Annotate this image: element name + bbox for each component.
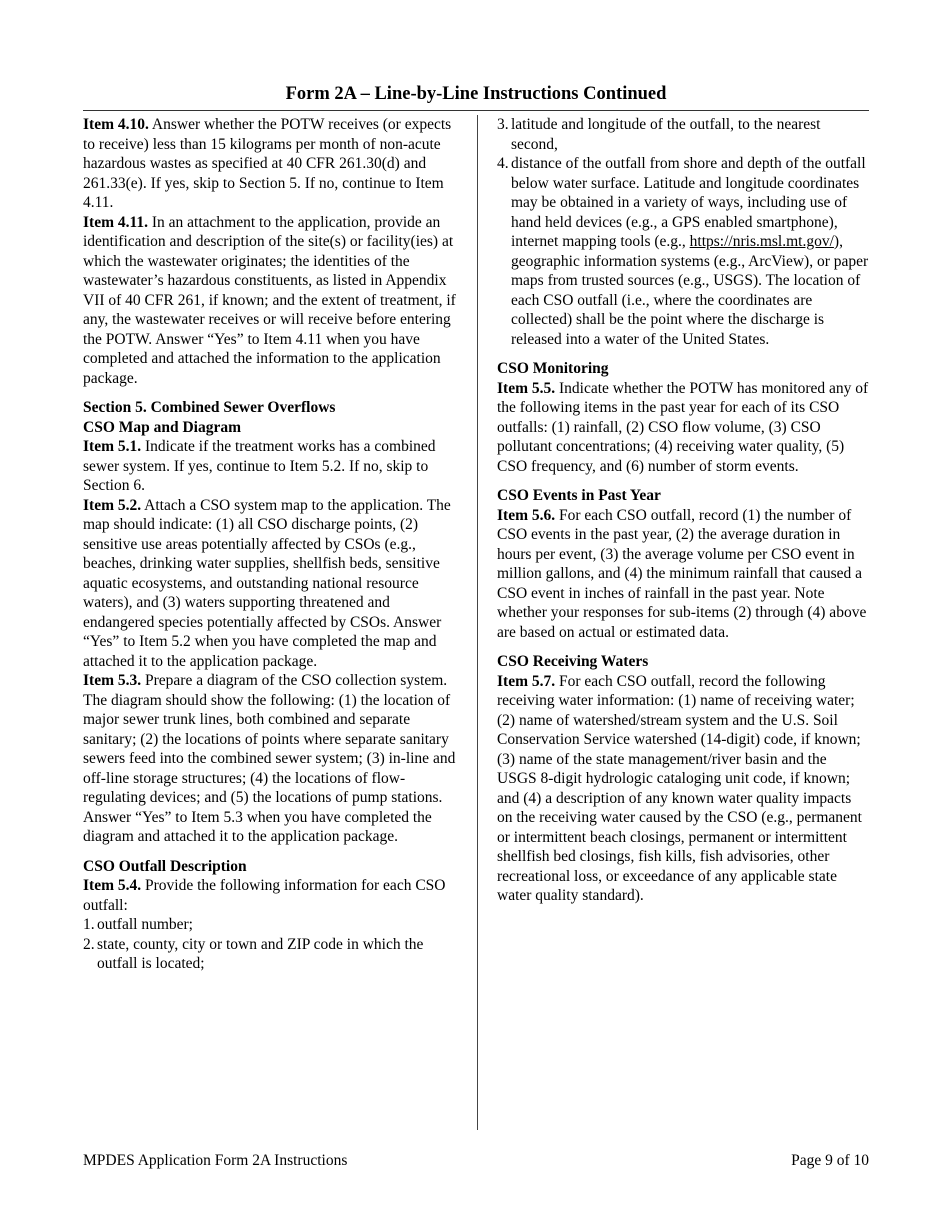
item-5-4-paragraph: [83, 876, 460, 915]
cso-monitoring-heading: CSO Monitoring: [497, 360, 609, 377]
footer-document-name: MPDES Application Form 2A Instructions: [83, 1152, 348, 1169]
item-5-6-text: For each CSO outfall, record (1) the number of CSO events in the past year, (2) the average duration in hours per event, (3) the average volume per CSO event in million gallons, and (4) the minimum rainfall that caused a CSO event in inches of rainfall in the past year. Note whether your responses for sub-items (2) through (4) above are based on actual or estimated data.: [497, 506, 867, 641]
item-5-3-paragraph: [83, 671, 460, 847]
list-text-4: [511, 154, 869, 349]
right-column: [478, 115, 869, 1130]
item-5-3-text: Prepare a diagram of the CSO collection system. The diagram should show the following: (1) the location of major sewer trunk lines, both combined and separate sanitary; (2) the locations of points where separate sanitary sewers feed into the combined sewer system; (3) in-line and off-line storage structures; (4) the locations of flow-regulating devices; and (5) the locations of pump stations. Answer “Yes” to Item 5.3 when you have completed the diagram and attached it to the application package.: [83, 672, 456, 845]
list-number-2: 2.: [83, 935, 95, 953]
cso-receiving-waters-heading: CSO Receiving Waters: [497, 653, 649, 670]
item-5-5-paragraph: [497, 379, 869, 477]
outfall-list-item-1: [83, 915, 460, 935]
footer-page-number: Page 9 of 10: [791, 1152, 869, 1169]
item-4-10-paragraph: [83, 115, 460, 213]
list-text-4-after: ), geographic information systems (e.g., ArcView), or paper maps from trusted sources (e.g., USGS). The location of each CSO outfall (i.e., where the coordinates are collected) shall be the point where the discharge is released into a water of the United States.: [511, 233, 869, 348]
list-text-1: outfall number;: [97, 916, 193, 933]
item-4-10-text: Answer whether the POTW receives (or expects to receive) less than 15 kilograms per month of non-acute hazardous wastes as specified at 40 CFR 261.30(d) and 261.33(e). If yes, skip to Section 5. If no, continue to Item 4.11.: [83, 116, 452, 211]
item-5-6-paragraph: [497, 506, 869, 643]
left-column: [83, 115, 460, 1130]
cso-outfall-description-heading: CSO Outfall Description: [83, 857, 247, 875]
nris-msl-link[interactable]: https://nris.msl.mt.gov/: [689, 233, 834, 250]
item-5-4-label: Item 5.4.: [83, 877, 142, 894]
list-text-3: latitude and longitude of the outfall, to the nearest second,: [511, 116, 821, 153]
item-5-4-text: Provide the following information for each CSO outfall:: [83, 877, 446, 914]
item-5-2-label: Item 5.2.: [83, 496, 142, 514]
list-number-4: 4.: [497, 155, 509, 172]
item-5-1-paragraph: [83, 437, 460, 496]
item-5-2-text: Attach a CSO system map to the application. The map should indicate: (1) all CSO discharge points, (2) sensitive use areas potentially affected by CSOs (e.g., beaches, drinking water supplies, shellfish beds, sensitive aquatic ecosystems, and outstanding national resource waters), and (3) waters supporting threatened and endangered species potentially affected by CSOs. Answer “Yes” to Item 5.2 when you have completed the map and attached it to the application package.: [83, 496, 451, 670]
item-5-1-text: Indicate if the treatment works has a combined sewer system. If yes, continue to Item 5.2. If no, skip to Section 6.: [83, 438, 436, 494]
item-5-7-text: For each CSO outfall, record the following receiving water information: (1) name of receiving water; (2) name of watershed/stream system and the U.S. Soil Conservation Service watershed (14-digit) code, if known; (3) name of the state management/river basin and the USGS 8-digit hydrologic cataloging unit code, if known; and (4) a description of any known water quality impacts on the receiving water caused by the CSO (e.g., permanent or intermittent beach closings, permanent or intermittent shellfish bed closings, fish kills, fish advisories, other recreational loss, or exceedance of any applicable state water quality standard).: [497, 672, 862, 904]
list-number-3: 3.: [497, 116, 509, 133]
list-text-4-before: distance of the outfall from shore and depth of the outfall below water surface. Latitude and longitude coordinates may be obtained in a variety of ways, including use of hand held devices (e.g., a GPS enabled smartphone), internet mapping tools (e.g.,: [511, 155, 866, 250]
outfall-list-item-2: [83, 935, 460, 974]
cso-map-diagram-heading: CSO Map and Diagram: [83, 418, 242, 436]
outfall-list-item-3: [497, 115, 869, 154]
two-column-body: [83, 110, 869, 1130]
page-title: Form 2A – Line-by-Line Instructions Continued: [285, 84, 667, 104]
document-page: [83, 84, 869, 1130]
item-5-1-label: Item 5.1.: [83, 438, 142, 455]
item-5-5-text: Indicate whether the POTW has monitored any of the following items in the past year for each of its CSO outfalls: (1) rainfall, (2) CSO flow volume, (3) CSO pollutant concentrations; (4) receiving water quality, (5) CSO frequency, and (6) number of storm events.: [497, 379, 869, 475]
list-text-2: state, county, city or town and ZIP code in which the outfall is located;: [97, 935, 424, 972]
section-5-heading: Section 5. Combined Sewer Overflows: [83, 399, 336, 416]
outfall-list-item-4: [497, 154, 869, 349]
item-5-6-label: Item 5.6.: [497, 506, 556, 524]
cso-events-heading: CSO Events in Past Year: [497, 487, 661, 504]
item-5-7-label: Item 5.7.: [497, 672, 556, 690]
item-5-7-paragraph: [497, 672, 869, 906]
item-4-11-paragraph: [83, 213, 460, 389]
list-number-1: 1.: [83, 916, 95, 933]
item-4-11-label: Item 4.11.: [83, 213, 149, 231]
item-5-2-paragraph: [83, 496, 460, 672]
item-5-3-label: Item 5.3.: [83, 672, 142, 689]
page-footer: [83, 1152, 869, 1170]
item-4-11-text: In an attachment to the application, provide an identification and description of the site(s) or facility(ies) at which the wastewater originates; the identities of the wastewater’s hazardous constituents, as listed in Appendix VII of 40 CFR 261, if known; and the extent of treatment, if any, the wastewater receives or will receive before entering the POTW. Answer “Yes” to Item 4.11 when you have completed and attached the information to the application package.: [83, 213, 456, 387]
item-5-5-label: Item 5.5.: [497, 379, 556, 397]
item-4-10-label: Item 4.10.: [83, 116, 149, 133]
